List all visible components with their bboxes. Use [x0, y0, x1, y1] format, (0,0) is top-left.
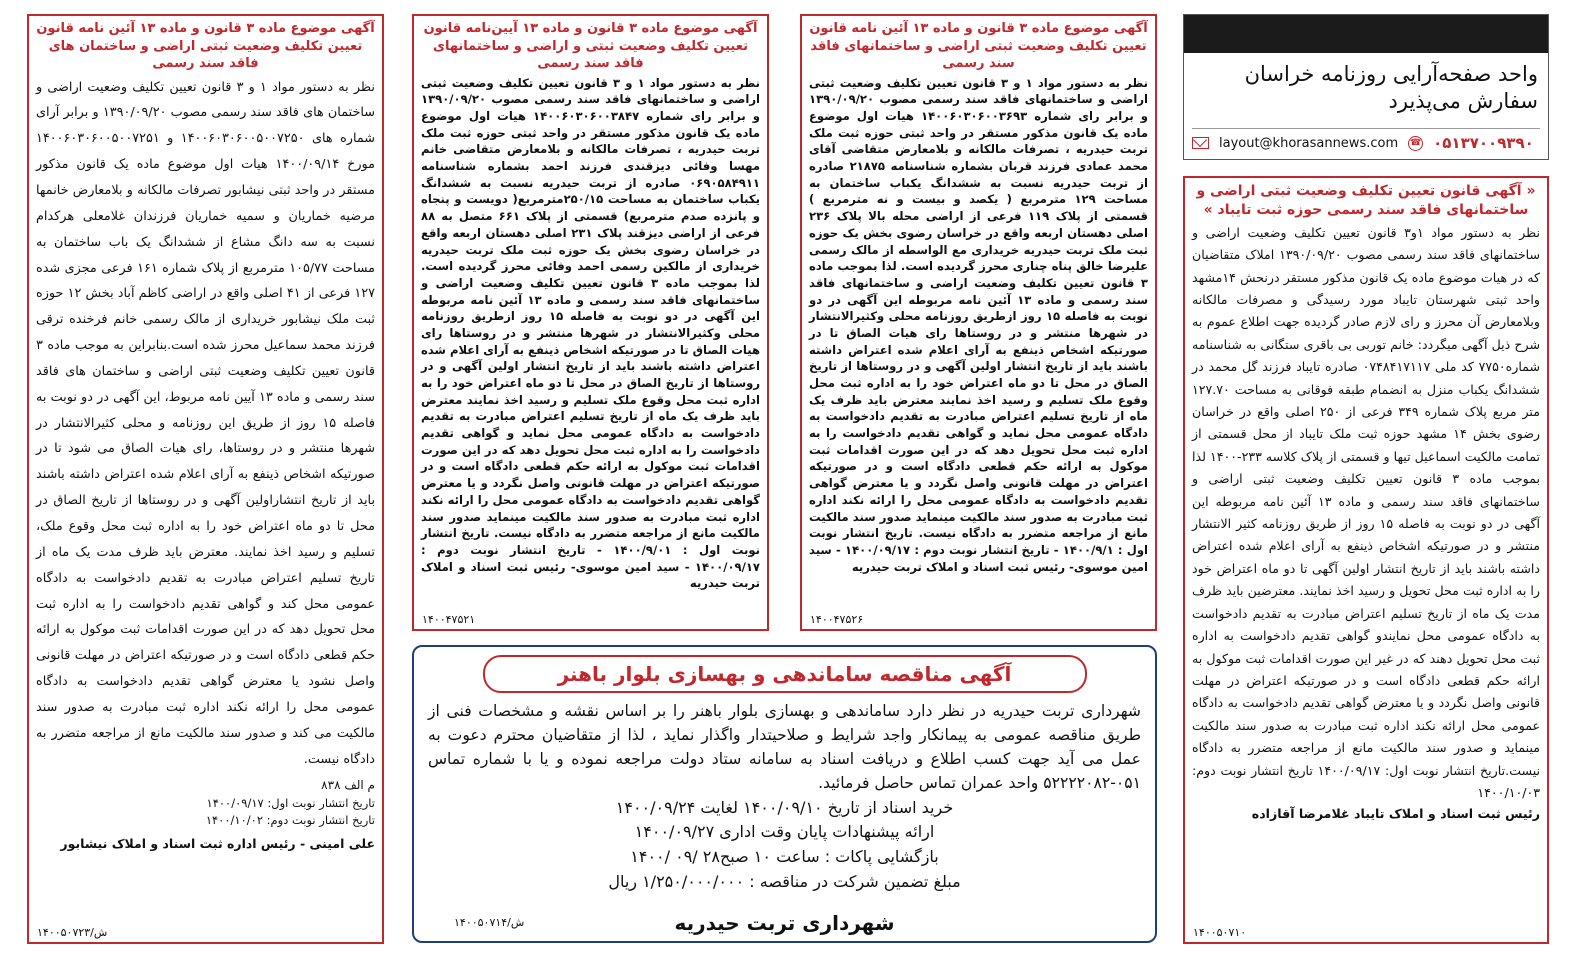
ad-taybad-code: ۱۴۰۰۵۰۷۱۰: [1193, 926, 1247, 939]
ad-neyshabur-ref: م الف ۸۳۸: [321, 778, 375, 793]
tender-signature: شهرداری تربت حیدریه: [674, 911, 895, 935]
tender-ad: [412, 645, 1157, 943]
ad-taybad-title: « آگهی قانون تعیین تکلیف وضعیت ثبتی اراضی و ساختمانهای فاقد سند رسمی حوزه ثبت تایباد »: [1196, 183, 1536, 218]
layout-unit-notice: [1183, 14, 1549, 160]
phone-number: ۰۵۱۳۷۰۰۹۳۹۰: [1433, 134, 1534, 152]
ad-torbat-emadi: [800, 14, 1157, 631]
ad-torbat-vafaei: [412, 14, 769, 631]
ad-torbat-vafaei-code: ۱۴۰۰۴۷۵۲۱: [422, 613, 476, 626]
layout-unit-title: واحد صفحه‌آرایی روزنامه خراسان سفارش می‌پذیرد: [1244, 62, 1538, 113]
header-bar: [1184, 15, 1548, 53]
ad-torbat-vafaei-title: آگهی موضوع ماده ۳ قانون و ماده ۱۳ آیین‌نامه قانون تعیین تکلیف وضعیت ثبتی و اراضی و ساختمانهای فاقد سند رسمی: [423, 21, 758, 72]
ad-torbat-emadi-title: آگهی موضوع ماده ۳ قانون و ماده ۱۳ آئین نامه قانون تعیین تکلیف وضعیت ثبتی اراضی و ساختمانهای فاقد سند رسمی: [809, 21, 1148, 72]
ad-neyshabur-body: نظر به دستور مواد ۱ و ۳ قانون تعیین تکلیف وضعیت اراضی و ساختمان های فاقد سند رسمی مصوب ۱۳۹۰/۰۹/۲۰ و برابر آرای شماره های ۱۴۰۰۶۰۳۰۶۰۰۵۰۰۷۲۵۰ و ۱۴۰۰۶۰۳۰۶۰۰۵۰۰۷۲۵۱ مورخ ۱۴۰۰/۰۹/۱۴ هیات اول موضوع ماده یک قانون مذکور مستقر در واحد ثبتی نیشابور تصرفات مالکانه و بلامعارض خانمها مرضیه خماریان و سمیه خماریان فرزندان غلامعلی هرکدام نسبت به سه دانگ مشاع از ششدانگ یک باب ساختمان به مساحت ۱۰۵/۷۷ مترمربع از پلاک شماره ۱۶۱ فرعی مجزی شده ۱۲۷ فرعی از ۴۱ اصلی واقع در اراضی کاظم آباد بخش ۱۲ حوزه ثبت ملک نیشابور خریداری از مالک رسمی خانم فرخنده ترقی فرزند محمد سماعیل محرز شده است.بنابراین به موجب ماده ۳ قانون تعیین تکلیف وضعیت ثبتی اراضی و ساختمان های فاقد سند رسمی و ماده ۱۳ آیین نامه مربوط، این آگهی در دو نوبت به فاصله ۱۵ روز از طریق این روزنامه و محلی کثیرالانتشار در شهرها منتشر و در روستاها، رای هیات الصاق می شود تا در صورتیکه اشخاص ذینفع به آرای اعلام شده اعتراض داشته باشند باید از تاریخ انتشاراولین آگهی و در روستاها از تاریخ الصاق در محل تا دو ماه اعتراض خود را به اداره ثبت محل وقوع ملک، تسلیم و رسید اخذ نمایند. معترض باید ظرف مدت یک ماه از تاریخ تسلیم اعتراض مبادرت به تقدیم دادخواست به دادگاه عمومی محل کند و گواهی تقدیم دادخواست را به اداره ثبت محل تحویل دهد که در این صورت اقدامات ثبت موکول به ارائه حکم قطعی دادگاه است و در صورتیکه اعتراض در مهلت قانونی واصل نشود یا معترض گواهی تقدیم دادخواست به دادگاه عمومی محل را ارائه نکند اداره ثبت مبادرت به صدور سند مالکیت می کند و صدور سند مالکیت مانع از مراجعه متضرر به دادگاه نیست.: [36, 79, 375, 767]
ad-taybad-signature: رئیس ثبت اسناد و املاک تایباد غلامرضا آقازاده: [1251, 806, 1540, 822]
ad-neyshabur-date2: تاریخ انتشار نوبت دوم: ۱۴۰۰/۱۰/۰۲: [205, 813, 375, 828]
ad-neyshabur-date1: تاریخ انتشار نوبت اول: ۱۴۰۰/۰۹/۱۷: [206, 795, 375, 810]
ad-torbat-emadi-code: ۱۴۰۰۴۷۵۲۶: [810, 613, 864, 626]
ad-taybad-body: نظر به دستور مواد ۱و۳ قانون تعیین تکلیف وضعیت اراضی و ساختمانهای فاقد سند رسمی مصوب ۱۳۹۰/۰۹/۲۰ املاک متقاضیان که در هیات موضوع ماده یک قانون مذکور مستقر درنحش ۱۴مشهد واحد ثبتی شهرستان تایباد مورد رسیدگی و مصرفات مالکانه وبلامعارض آن محرز و رای لازم صادر گردیده جهت اطلاع عموم به شرح ذیل آگهی میگردد: خانم توربی بی باقری ستگانی به شناسنامه شماره۷۷۵۰ کد ملی ۰۷۴۸۴۱۷۱۱۷ صادره تایباد فرزند گل محمد در ششدانگ یکباب منزل به انضمام طبقه فوقانی به مساحت ۱۲۷.۷۰ متر مربع پلاک شماره ۳۴۹ فرعی از ۲۵۰ اصلی واقع در خراسان رضوی بخش ۱۴ مشهد حوزه ثبت ملک تایباد از محل قسمتی از تمامت مالکیت اسماعیل تیها و قسمتی از پلاک کلاسه ۲۳۳-۱۴۰۰ لذا بموجب ماده ۳ قانون تعیین تکلیف وضعیت ثبتی اراضی و ساختمانهای فاقد سند رسمی و ماده ۱۳ آئین نامه مربوطه این آگهی در دو نوبت به فاصله ۱۵ روز از طریق روزنامه کثیر الانتشار منتشر و در صورتیکه اشخاص ذینفع به آرای اعلام شده اعتراض داشته باشند باید از تاریخ انتشار اولین آگهی تا دو ماه اعتراض خود را به اداره ثبت محل تحویل و رسید اخذ نمایند. معترضین باید ظرف مدت یک ماه از تاریخ تسلیم اعتراض مبادرت به تقدیم دادخواست به دادگاه عمومی محل نمایندو گواهی تقدیم دادخواست به اداره ثبت محل تحویل دهند که در غیر این صورت اقدامات ثبت موکول به ارائه حکم قطعی دادگاه است و در صورتیکه اعتراض در مهلت قانونی واصل نگردد و یا معترض گواهی تقدیم دادخواست به دادگاه عمومی محل ارائه نکند اداره ثبت مبادرت به صدور سند مالکیت مینماید و صدور سند مالکیت مانع از مراجعه متضرر به دادگاه نیست.تاریخ انتشار نوبت اول: ۱۴۰۰/۰۹/۱۷ تاریخ انتشار نوبت دوم: ۱۴۰۰/۱۰/۰۳: [1192, 224, 1541, 800]
ad-torbat-emadi-body: نظر به دستور مواد ۱ و ۳ قانون تعیین تکلیف وضعیت ثبتی اراضی و ساختمانهای فاقد سند رسمی مصوب ۱۳۹۰/۰۹/۲۰ و برابر رای شماره ۱۴۰۰۶۰۳۰۶۰۰۳۶۹۳ هیات اول موضوع ماده یک قانون مذکور مستقر در واحد ثبتی حوزه ثبت ملک تربت حیدریه ، تصرفات مالکانه و بلامعارض متقاضی آقای محمد عمادی فرزند قربان بشماره شناسنامه ۲۱۸۷۵ صادره از تربت حیدریه نسبت به ششدانگ یکباب ساختمان به مساحت ۱۲۹ مترمربع ( یکصد و بیست و نه مترمربع ) قسمتی از پلاک ۱۱۹ فرعی از اراضی محله بالا پلاک ۲۳۶ اصلی دهستان اربعه واقع در خراسان رضوی بخش یک حوزه ثبت ملک تربت حیدریه خریداری مع الواسطه از مالک رسمی علیرضا خالق پناه چناری محرز گردیده است. لذا بموجب ماده ۳ قانون تعیین تکلیف وضعیت اراضی و ساختمانهای فاقد سند رسمی و ماده ۱۳ آئین نامه مربوطه این آگهی در دو نوبت به فاصله ۱۵ روز ازطریق روزنامه محلی وکثیرالانتشار در شهرها منتشر و در روستاها رای هیات الصاق تا در صورتیکه اشخاص ذینفع به آرای اعلام شده اعتراض داشته باشند باید از تاریخ انتشار اولین آگهی و در روستاها از تاریخ الصاق در محل تا دو ماه اعتراض خود را به اداره ثبت محل وقوع ملک تسلیم و رسید اخذ نمایند معترض باید ظرف یک ماه از تاریخ تسلیم اعتراض مبادرت به تقدیم دادخواست به دادگاه عمومی محل نماید و گواهی تقدیم دادخواست را به اداره ثبت محل تحویل دهد که در این صورت اقدامات ثبت موکول به ارائه حکم قطعی دادگاه است و در صورتیکه اعتراض در مهلت قانونی واصل نگردد و یا معترض گواهی تقدیم دادخواست به دادگاه عمومی محل را ارائه نکند اداره ثبت مبادرت به صدور سند مالکیت مینماید صدور سند مالکیت مانع از مراجعه متضرر به دادگاه نیست. تاریخ انتشار نوبت اول : ۱۴۰۰/۹/۱ - تاریخ انتشار نوبت دوم : ۱۴۰۰/۰۹/۱۷ - سید امین موسوی- رئیس ثبت اسناد و املاک تربت حیدریه: [809, 75, 1149, 574]
ad-neyshabur-title: آگهی موضوع ماده ۳ قانون و ماده ۱۳ آئین نامه قانون تعیین تکلیف وضعیت ثبتی اراضی و ساختمان های فاقد سند رسمی: [36, 21, 375, 72]
tender-code: ۱۴۰۰۵۰۷۱۴/ش: [454, 916, 525, 929]
ad-neyshabur-code: ۱۴۰۰۵۰۷۲۳/ش: [37, 926, 108, 939]
tender-title: آگهی مناقصه ساماندهی و بهسازی بلوار باهنر: [483, 655, 1087, 693]
ad-neyshabur-signature: علی امینی - رئیس اداره ثبت اسناد و املاک نیشابور: [60, 835, 375, 851]
contact-row: [1192, 128, 1540, 152]
mail-icon: [1192, 137, 1209, 149]
email-link[interactable]: layout@khorasannews.com: [1219, 135, 1399, 151]
ad-torbat-vafaei-body: نظر به دستور مواد ۱ و ۳ قانون تعیین تکلیف وضعیت ثبتی اراضی و ساختمانهای فاقد سند رسمی مصوب ۱۳۹۰/۰۹/۲۰ و برابر رای شماره ۱۴۰۰۶۰۳۰۶۰۰۳۸۴۷ هیات اول موضوع ماده یک قانون مذکور مستقر در واحد ثبتی حوزه ثبت ملک تربت حیدریه ، تصرفات مالکانه و بلامعارض متقاضی خانم مهسا وفائی دیزقندی فرزند احمد بشماره شناسنامه ۰۶۹۰۵۸۴۹۱۱ صادره از تربت حیدریه نسبت به ششدانگ یکباب ساختمان به مساحت ۲۵۰/۱۵مترمربع( دویست و پنجاه و پانزده صدم مترمربع) قسمتی از پلاک ۶۶۱ متصل به ۸۸ فرعی از اراضی دیزقند پلاک ۲۳۱ اصلی دهستان اربعه واقع در خراسان رضوی بخش یک حوزه ثبت ملک تربت حیدریه خریداری از مالکین رسمی احمد وفائی محرز گردیده است. لذا بموجب ماده ۳ قانون تعیین تکلیف وضعیت اراضی و ساختمانهای فاقد سند رسمی و ماده ۱۳ آئین نامه مربوطه این آگهی در دو نوبت به فاصله ۱۵ روز ازطریق روزنامه محلی وکثیرالانتشار در شهرها منتشر و در روستاها رای هیات الصاق تا در صورتیکه اشخاص ذینفع به آرای اعلام شده اعتراض داشته باشند باید از تاریخ انتشار اولین آگهی و در روستاها از تاریخ الصاق در محل تا دو ماه اعتراض خود را به اداره ثبت محل وقوع ملک تسلیم و رسید اخذ نمایند معترض باید ظرف یک ماه از تاریخ تسلیم اعتراض مبادرت به تقدیم دادخواست به دادگاه عمومی محل نماید و گواهی تقدیم دادخواست را به اداره ثبت محل تحویل دهد که در این صورت اقدامات ثبت موکول به ارائه حکم قطعی دادگاه است و در صورتیکه اعتراض در مهلت قانونی واصل نگردد و یا معترض گواهی تقدیم دادخواست به دادگاه عمومی محل را ارائه نکند اداره ثبت مبادرت به صدور سند مالکیت مینماید صدور سند مالکیت مانع از مراجعه متضرر به دادگاه نیست. تاریخ انتشار نوبت اول : ۱۴۰۰/۹/۰۱ - تاریخ انتشار نوبت دوم : ۱۴۰۰/۰۹/۱۷ - سید امین موسوی- رئیس ثبت اسناد و املاک تربت حیدریه: [421, 75, 761, 591]
tender-body: شهرداری تربت حیدریه در نظر دارد ساماندهی و بهسازی بلوار باهنر را بر اساس نقشه و مشخصات فنی از طریق مناقصه عمومی به پیمانکار واجد شرایط و صلاحیتدار واگذار نماید ، لذا از متقاضیان محترم دعوت به عمل می آید جهت کسب اطلاع و دریافت اسناد به سامانه ستاد دولت مراجعه نموده و یا با شماره تماس ۰۵۱-۵۲۲۲۲۰۸۲ واحد عمران تماس حاصل فرمائید.: [428, 702, 1141, 793]
ad-neyshabur: [27, 14, 384, 944]
tender-opening-time: بازگشایی پاکات : ساعت ۱۰ صبح۲۸ /۰۹ /۱۴۰۰: [630, 847, 939, 867]
tender-submission-deadline: ارائه پیشنهادات پایان وقت اداری ۱۴۰۰/۰۹/۲۷: [634, 822, 935, 842]
ad-taybad: [1183, 176, 1549, 944]
phone-icon: ☎: [1408, 136, 1423, 151]
tender-purchase-dates: خرید اسناد از تاریخ ۱۴۰۰/۰۹/۱۰ لغایت ۱۴۰۰/۰۹/۲۴: [615, 797, 954, 817]
tender-guarantee-amount: مبلغ تضمین شرکت در مناقصه : ۱/۲۵۰/۰۰۰/۰۰۰ ریال: [608, 872, 961, 892]
